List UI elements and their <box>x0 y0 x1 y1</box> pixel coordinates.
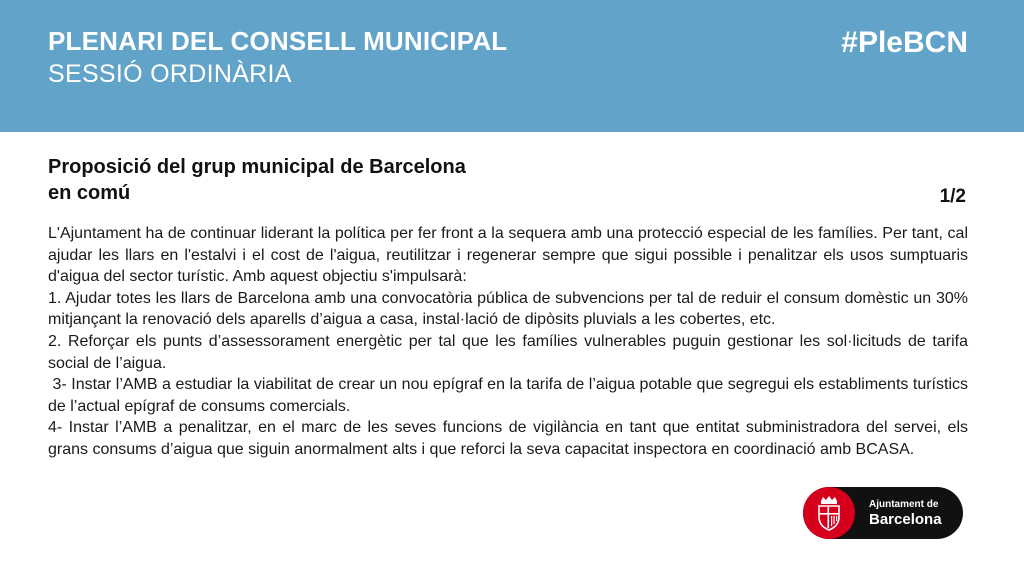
session-subtitle: SESSIÓ ORDINÀRIA <box>48 60 292 88</box>
barcelona-crest-icon <box>803 487 855 539</box>
logo-text-line1: Ajuntament de <box>869 499 939 510</box>
logo-text-line2: Barcelona <box>869 511 942 528</box>
session-title: PLENARI DEL CONSELL MUNICIPAL <box>48 26 508 56</box>
proposal-title: Proposició del grup municipal de Barcelona en comú <box>48 156 466 204</box>
proposal-item-2: 2. Reforçar els punts d’assessorament energètic per tal que les famílies vulnerables puguin gestionar les sol·licituds de tarifa social de l’aigua. <box>48 332 968 372</box>
proposal-item-3: 3- Instar l’AMB a estudiar la viabilitat de crear un nou epígraf en la tarifa de l’aigua potable que segregui els establiments turístics de l’actual epígraf de consums comercials. <box>48 376 973 415</box>
proposal-item-4: 4- Instar l’AMB a penalitzar, en el marc de les seves funcions de vigilància en tant que entitat subministradora del servei, els grans consums d’aigua que siguin anormalment alts i que reforci la seva capacitat inspectora en coordinació amb BCASA. <box>48 419 968 458</box>
proposal-item-1: 1. Ajudar totes les llars de Barcelona amb una convocatòria pública de subvencions per tal de reduir el consum domèstic un 30% mitjançant la renovació dels aparells d’aigua a casa, instal·lació de dipòsits pluvials a les cobertes, etc. <box>48 289 968 329</box>
header-banner <box>0 0 1024 132</box>
proposal-intro-paragraph: L'Ajuntament ha de continuar liderant la política per fer front a la sequera amb una protecció especial de les famílies. Per tant, cal ajudar les llars en l'estalvi i el cost de l'aigua, reutilitzar i regenerar sempre que sigui possible i penalitzar els usos sumptuaris d'aigua del sector turístic. Amb aquest objectiu s'impulsarà: <box>48 225 968 286</box>
ajuntament-logo <box>803 487 963 539</box>
proposal-body <box>48 223 973 461</box>
hashtag: #PleBCN <box>841 26 968 59</box>
page-number: 1/2 <box>939 186 966 207</box>
